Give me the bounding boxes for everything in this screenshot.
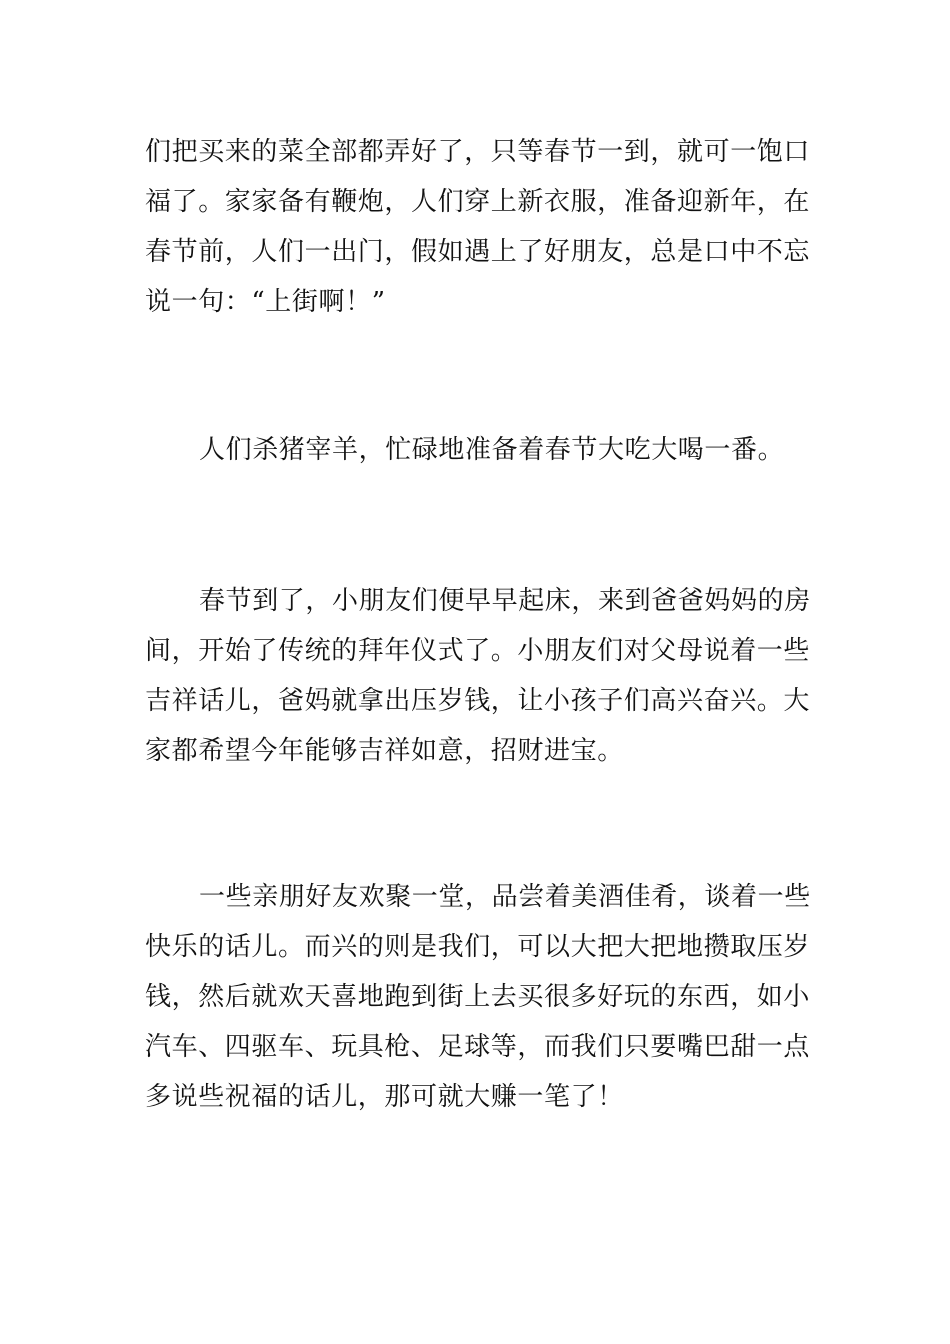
paragraph-line: 一些亲朋好友欢聚一堂，品尝着美酒佳肴，谈着一些 [199,882,811,912]
paragraph-line: 春节前，人们一出门，假如遇上了好朋友，总是口中不忘 [145,237,811,267]
paragraph-line: 快乐的话儿。而兴的则是我们，可以大把大把地攒取压岁 [145,932,811,962]
paragraph-line: 春节到了，小朋友们便早早起床，来到爸爸妈妈的房 [199,586,811,616]
paragraph-line: 人们杀猪宰羊，忙碌地准备着春节大吃大喝一番。 [199,435,785,465]
paragraph-line: 家都希望今年能够吉祥如意，招财进宝。 [145,736,624,766]
paragraph-1 [145,127,811,327]
paragraph-line: 间，开始了传统的拜年仪式了。小朋友们对父母说着一些 [145,636,811,666]
paragraph-line: 多说些祝福的话儿，那可就大赚一笔了！ [145,1082,624,1112]
paragraph-line: 们把买来的菜全部都弄好了，只等春节一到，就可一饱口 [145,137,811,167]
paragraph-3 [145,576,811,776]
paragraph-2 [145,425,807,475]
paragraph-line: 福了。家家备有鞭炮，人们穿上新衣服，准备迎新年，在 [145,187,811,217]
paragraph-line: 吉祥话儿，爸妈就拿出压岁钱，让小孩子们高兴奋兴。大 [145,686,811,716]
paragraph-4 [145,872,811,1122]
paragraph-line: 说一句：“上街啊！” [145,287,386,317]
paragraph-line: 汽车、四驱车、玩具枪、足球等，而我们只要嘴巴甜一点 [145,1032,811,1062]
paragraph-line: 钱，然后就欢天喜地跑到街上去买很多好玩的东西，如小 [145,982,811,1012]
